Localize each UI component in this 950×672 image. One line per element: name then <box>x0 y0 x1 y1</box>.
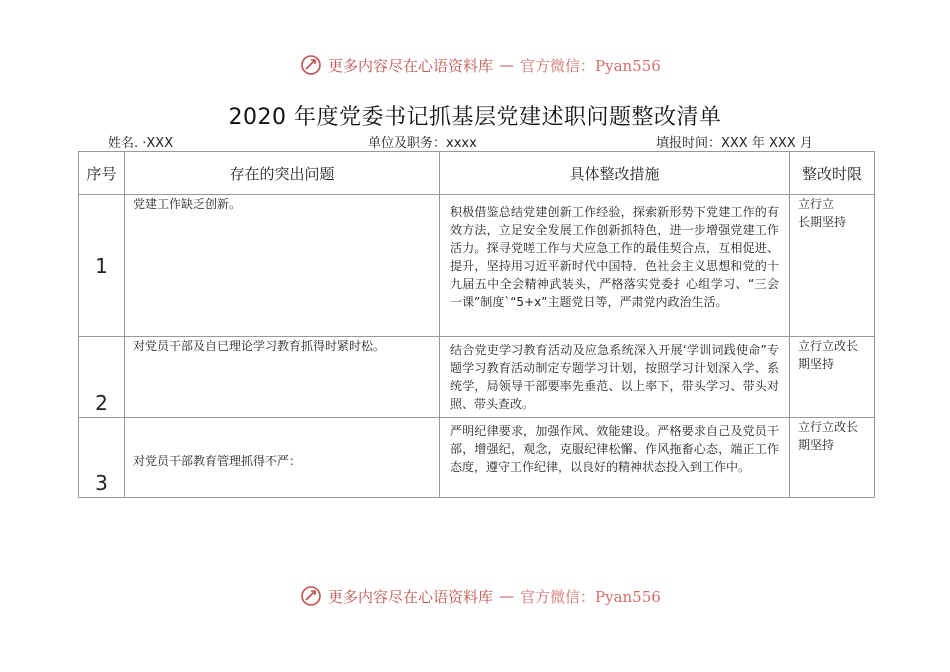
document-title: 2020 年度党委书记抓基层党建述职问题整改清单 <box>228 105 722 130</box>
watermark-brand: 更多内容尽在心语资料库 <box>328 56 494 75</box>
row-problem: 对党员干部教育管理抓得不严： <box>125 418 440 498</box>
header-problem: 存在的突出问题 <box>125 152 440 195</box>
watermark-wechat: 官方微信：Pyan556 <box>520 56 661 75</box>
row-problem: 对党员干部及自已理论学习教育抓得时紧时松。 <box>125 337 440 418</box>
watermark-top <box>300 54 661 76</box>
row-deadline-line: 期坚持 <box>798 357 835 371</box>
row-deadline-line: 期坚持 <box>798 438 835 452</box>
meta-name: 姓名. ·XXX <box>108 136 174 151</box>
header-index: 序号 <box>79 152 125 195</box>
row-index: 1 <box>79 195 125 337</box>
brand-logo-icon <box>300 585 322 607</box>
header-deadline: 整改时限 <box>790 152 875 195</box>
table-row <box>79 195 875 337</box>
row-index: 3 <box>79 418 125 498</box>
table-header-row <box>79 152 875 195</box>
meta-unit: 单位及职务：xxxx <box>368 136 477 151</box>
row-deadline <box>790 418 875 498</box>
table-row <box>79 418 875 498</box>
meta-date: 填报时间：XXX 年 XXX 月 <box>656 136 813 151</box>
row-index: 2 <box>79 337 125 418</box>
header-measures: 具体整改措施 <box>440 152 790 195</box>
row-deadline <box>790 337 875 418</box>
watermark-bottom <box>300 585 661 607</box>
watermark-separator: — <box>499 56 515 74</box>
rectification-table <box>78 151 875 498</box>
row-deadline-line: 长期坚持 <box>798 215 847 229</box>
row-measures: 结合党吏学习教育活动及应急系统深入开展‘学训词践使命”专题学习教育活动制定专题学习计划，按照学习计划深入学、系统学，局领导干部要率先垂范、以上率下，带头学习、带头对照、带头查改。 <box>440 337 790 418</box>
table-row <box>79 337 875 418</box>
row-deadline-line: 立行立 <box>798 197 835 211</box>
row-deadline-line: 立行立改长 <box>798 339 859 353</box>
row-deadline <box>790 195 875 337</box>
row-measures: 积极借鉴总结党建创新工作经验，探索新形势下党建工作的有效方法，立足安全发展工作创新抓特色，进一步增强党建工作活力。探寻党嗟工作与犬应急工作的最佳契合点，互相促进、提升，坚持用习近平新时代中国特．色社会主义思想和党的十九届五中全会精神武装头，严格落实党委扌心组学习、“三会一课”制度`“5+x”主题党日等，严肃党内政治生活。 <box>440 195 790 337</box>
watermark-brand: 更多内容尽在心语资料库 <box>328 587 494 606</box>
row-problem: 党建工作缺乏创新。 <box>125 195 440 337</box>
brand-logo-icon <box>300 54 322 76</box>
row-measures: 严明纪律要求，加强作风、效能建设。严格要求自己及党员干部，增强纪，观念，克服纪律松懈、作风拖畜心态，端正工作态度，遵守工作纪律，以良好的精神状态投入到工作中。 <box>440 418 790 498</box>
watermark-wechat: 官方微信：Pyan556 <box>520 587 661 606</box>
watermark-separator: — <box>499 587 515 605</box>
row-deadline-line: 立行立改长 <box>798 420 859 434</box>
